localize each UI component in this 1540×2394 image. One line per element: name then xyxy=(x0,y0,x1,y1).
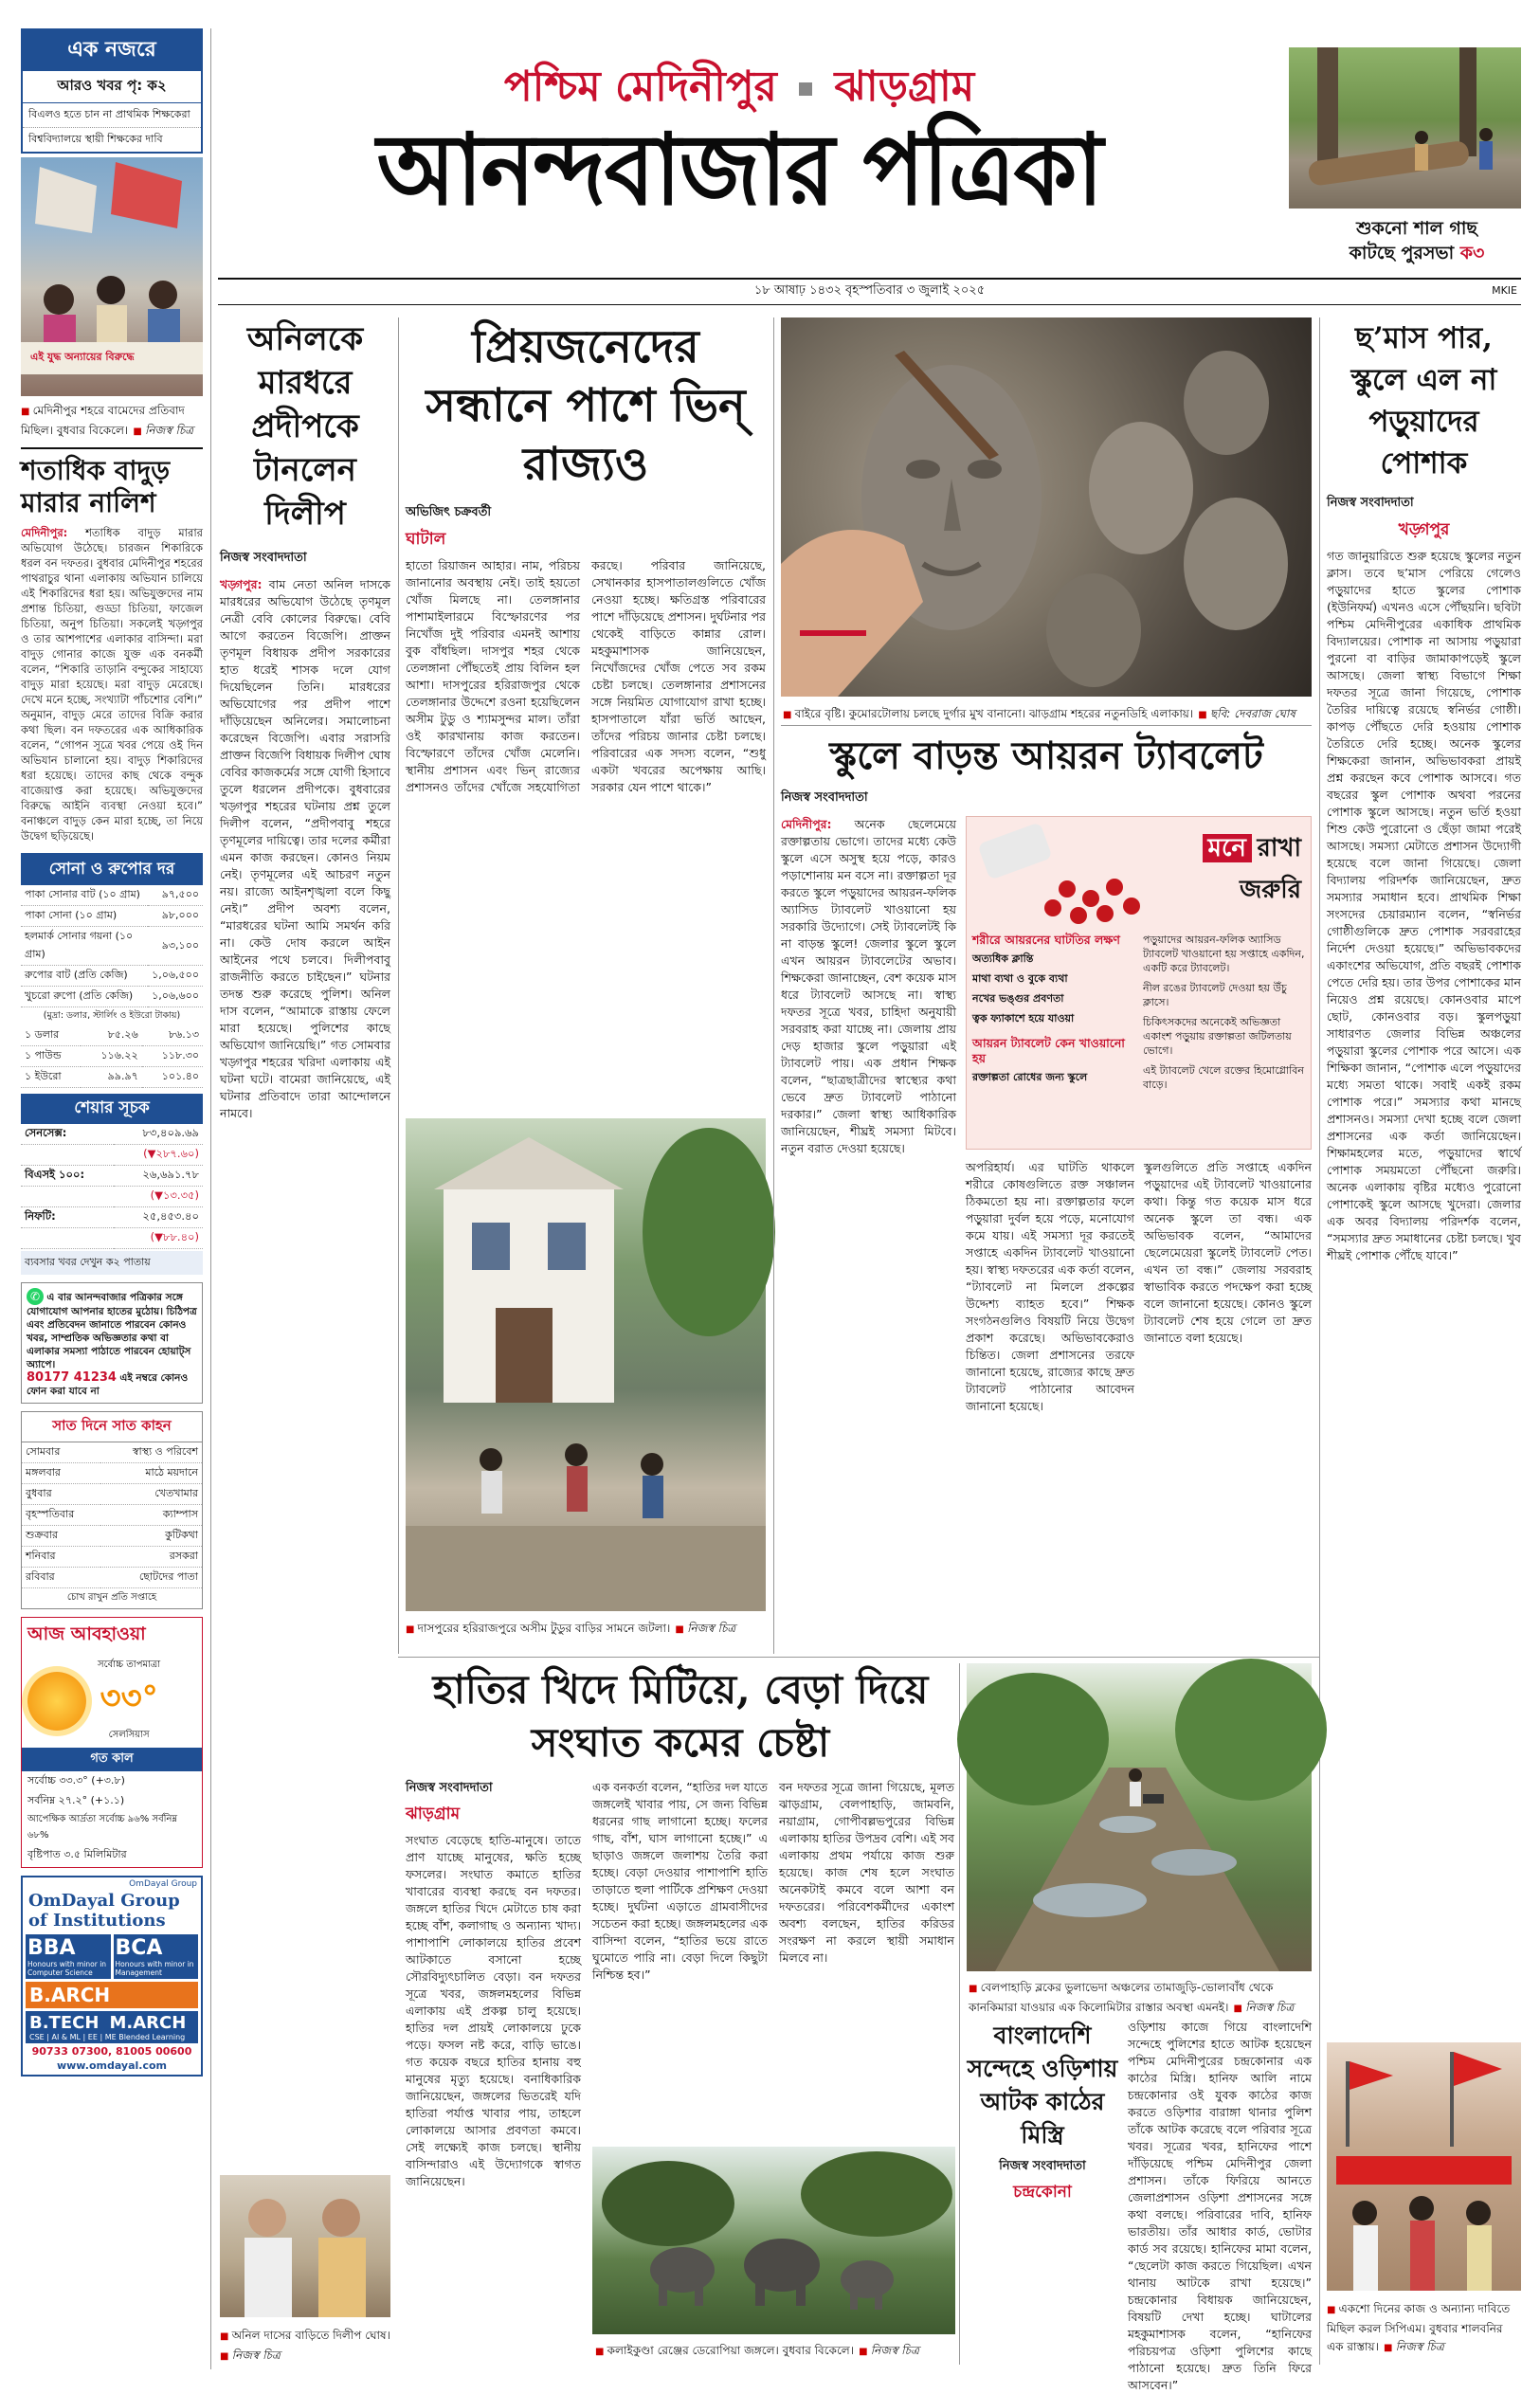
idols-credit: ■ ছবি: দেবরাজ ঘোষ xyxy=(1198,707,1295,720)
elephant-place: ঝাড়গ্রাম xyxy=(406,1805,461,1823)
iron-body3: স্কুলগুলিতে প্রতি সপ্তাহে একদিন পড়ুয়াদের এই ট্যাবলেট খাওয়ানোর কথা। কিন্তু গত কয়েক মাস ধরে অনেক স্কুলে তা বন্ধ। এক অভিভাবক বলেন, “আমাদের ছেলেমেয়েরা স্কুলেই ট্যাবলেট পেত। এখন তা বন্ধ।” জেলায় সরবরাহ স্বাভাবিক করতে পদক্ষেপ করা হচ্ছে বলে জানানো হয়েছে। কোনও স্কুলে ট্যাবলেট শেষ হয়ে গেলে তা দ্রুত জানাতে বলা হয়েছে। xyxy=(1144,1160,1312,1345)
protest-banner-text: এই যুদ্ধ অন্যায়ের বিরুদ্ধে xyxy=(30,351,135,363)
fx-table: ১ ডলার ৮৫.২৬ ৮৬.১৩ ১ পাউন্ড ১১৬.২২ ১১৮.৩০ ১ ইউরো ৯৯.৯৭ ১০১.৪০ xyxy=(21,1025,203,1088)
why-item: রক্তাল্পতা রোধের জন্য স্কুলে xyxy=(972,1071,1088,1083)
rule xyxy=(210,28,211,2369)
rally-credit: ■ নিজস্ব চিত্র xyxy=(1384,2340,1444,2353)
edition-code: MKIE xyxy=(1492,284,1517,297)
teaser-line2: কাটছে পুরসভা xyxy=(1349,243,1455,263)
rally-caption: ■ একশো দিনের কাজ ও অন্যান্য দাবিতে মিছিল করল সিপিএম। বুধবার শালবনির এক রাস্তায়। xyxy=(1327,2302,1510,2353)
dilip-credit: ■ নিজস্ব চিত্র xyxy=(220,2349,281,2362)
lead-body: হাতো রিয়াজন আহার। নাম, পরিচয় জানানোর অবস্থায় নেই। তাই হয়তো খোঁজ মিলছে না। তেলঙ্গানার পাশামাইলারমে বিস্ফোরণের পর নিখোঁজ দুই পরিবার এমনই আশায় বুক বাঁধছিল। দাসপুর শহর থেকে তেলঙ্গানা পৌঁছতেই প্রায় বিলিন হল আশা। দাসপুরের হরিরাজপুর থেকে তেলঙ্গানার উদ্দেশে রওনা হয়েছিলেন অসীম টুডু ও শ্যামসুন্দর মাল। তাঁরা ওই কারখানায় কাজ করতেন। বিস্ফোরণে তাঁদের খোঁজ মেলেনি। স্থানীয় প্রশাসন এবং ভিন্ রাজ্যের প্রশাসনও তাঁদের খোঁজে সহযোগিতা করছে। পরিবার জানিয়েছে, সেখানকার হাসপাতালগুলিতে খোঁজ নেওয়া হচ্ছে। ক্ষতিগ্রস্ত পরিবারের পাশে দাঁড়িয়েছে প্রশাসন। দুর্ঘটনার পর থেকেই বাড়িতে কান্নার রোল। মহকুমাশাসক জানিয়েছেন, নিখোঁজদের খোঁজ পেতে সব রকম চেষ্টা চলছে। তেলঙ্গানার প্রশাসনের সঙ্গে নিয়মিত যোগাযোগ রাখা হচ্ছে। হাসপাতালে যাঁরা ভর্তি আছেন, তাঁদের পরিচয় জানার চেষ্টা চলছে। পরিবারের এক সদস্য বলেন, “শুধু একটা খবরের অপেক্ষায় আছি। সরকার যেন পাশে থাকে।” xyxy=(406,558,766,794)
dilip-headline: অনিলকে মারধরে প্রদীপকে টানলেন দিলীপ xyxy=(246,320,364,533)
rule xyxy=(959,1663,960,2365)
services-box xyxy=(21,1411,203,1609)
lead-byline: অভিজিৎ চক্রবর্তী xyxy=(406,505,492,519)
ad-sub: Honours with minor in Computer Science xyxy=(27,1960,107,1977)
elephant-caption: ■ কলাইকুণ্ডা রেঞ্জের ডেরোপিয়া জঙ্গলে। বুধবার বিকেলে। xyxy=(595,2344,854,2357)
ad-tag: OmDayal Group xyxy=(129,1879,197,1889)
deficit-item: অত্যধিক ক্লান্তি xyxy=(972,952,1034,965)
weather-head: আজ আবহাওয়া xyxy=(27,1623,146,1644)
mistri-place: চন্দ্রকোনা xyxy=(1013,2183,1072,2202)
teaser-caption[interactable] xyxy=(1317,216,1516,265)
ad-sub: Honours with minor in Management xyxy=(115,1960,194,1977)
bats-headline: শতাধিক বাদুড় মারার নালিশ xyxy=(21,455,171,518)
ad-course-march: M.ARCH xyxy=(109,2013,187,2033)
iron-place: মেদিনীপুর: xyxy=(781,817,832,831)
share-note: ব্যবসার খবর দেখুন ক২ পাতায় xyxy=(21,1251,203,1275)
ad-phone: 90733 07300, 81005 00600 xyxy=(31,2045,192,2058)
dilip-byline: নিজস্ব সংবাদদাতা xyxy=(220,551,307,565)
rule xyxy=(781,725,1312,726)
ad-brand: OmDayal Group of Institutions xyxy=(28,1891,180,1931)
omdayal-ad[interactable] xyxy=(21,1876,203,2077)
date-line: ১৮ আষাঢ় ১৪৩২ বৃহস্পতিবার ৩ জুলাই ২০২৫ xyxy=(753,283,986,298)
deficit-item: ত্বক ফ্যাকাশে হয়ে যাওয়া xyxy=(972,1012,1075,1025)
ad-web: www.omdayal.com xyxy=(56,2059,168,2072)
gold-box xyxy=(21,853,203,1088)
lead-headline: প্রিয়জনেদের সন্ধানে পাশে ভিন্ রাজ্যও xyxy=(426,320,746,491)
ad-course-barch: B.ARCH xyxy=(26,1982,198,2008)
weather-row: সর্বনিম্ন ২৭.২° (+১.১) xyxy=(27,1794,125,1806)
edition-left: পশ্চিম মেদিনীপুর xyxy=(503,63,777,111)
info-item: এই ট্যাবলেট খেলে রক্তের হিমোগ্লোবিন বাড়ে। xyxy=(1143,1064,1304,1091)
ad-sub: Blended Learning xyxy=(118,2033,186,2041)
lead-photo xyxy=(406,1118,766,1611)
masthead xyxy=(218,38,1260,308)
lead-caption: ■ দাসপুরের হরিরাজপুরে অসীম টুডুর বাড়ির সামনে জটলা। xyxy=(406,1622,670,1635)
weather-temp: ৩৩° xyxy=(100,1679,158,1717)
rule xyxy=(398,1657,1319,1658)
elephant-body2: এক বনকর্তা বলেন, “হাতির দল যাতে জঙ্গলেই খাবার পায়, সে জন্য বিভিন্ন ধরনের গাছ লাগানো হচ্ছে। ফলের গাছ, বাঁশ, ঘাস লাগানো হচ্ছে।” এ ছাড়াও জঙ্গলে জলাশয় তৈরি করা হচ্ছে। বেড়া দেওয়ার পাশাপাশি হাতি তাড়াতে হুলা পার্টিকে প্রশিক্ষণ দেওয়া হচ্ছে। দুর্ঘটনা এড়াতে গ্রামবাসীদের সচেতন করা হচ্ছে। জঙ্গলমহলের এক বাসিন্দা বলেন, “হাতির ভয়ে রাতে ঘুমোতে পারি না। বেড়া দিলে কিছুটা নিশ্চিন্ত হব।” xyxy=(592,1780,768,1982)
services-head: সাত দিনে সাত কাহন xyxy=(22,1412,202,1442)
uniform-story xyxy=(1327,317,1521,2365)
currency-note: (মুদ্রা: ডলার, স্টার্লিং ও ইউরো টাকায়) xyxy=(43,1010,181,1021)
dilip-body: বাম নেতা অনিল দাসকে মারধরের অভিযোগ উঠেছে তৃণমূল নেত্রী বেবি কোলের বিরুদ্ধে। বেবি আগে করতেন বিজেপি। প্রাক্তন তৃণমূল বিধায়ক প্রদীপ সরকারের হাত ধরেই শাসক দলে যোগ দিয়েছিলেন তিনি। মারধরের অভিযোগের পর প্রদীপ পাশে দাঁড়িয়েছেন অনিলের। সমালোচনা করেছেন বিজেপি। এবার সরাসরি প্রাক্তন বিজেপি বিধায়ক দিলীপ ঘোষ বেবির কাজকর্মের সঙ্গে যোগী হিসাবে তুলে ধরলেন প্রদীপকে। বুধবারের খড়্গপুর শহরের ঘটনায় প্রশ্ন তুলে দিলীপ বলেন, “প্রদীপবাবু শহরে তৃণমূলের দায়িত্বে। তার দলের কর্মীরা এমন কাজ করছেন। কোনও নিয়ম নেই। তৃণমূলের এই আচরণ নতুন নয়। রাজ্যে আইনশৃঙ্খলা বলে কিছু নেই।” প্রদীপ অবশ্য বলেন, “মারধরের ঘটনা আমি সমর্থন করি না। কেউ দোষ করলে আইন আইনের পথে চলবে। দিলীপবাবু রাজনীতি করতে চাইছেন।” ঘটনার তদন্ত শুরু করেছে পুলিশ। অনিল দাস বলেন, “আমাকে রাস্তায় ফেলে মারা হয়েছে। পুলিশের কাছে অভিযোগ জানিয়েছি।” গত সোমবার খড়্গপুর শহরের খরিদা এলাকায় এই ঘটনা ঘটে। বামেরা জানিয়েছে, এই ঘটনার প্রতিবাদে তারা আন্দোলনে নামবে। xyxy=(220,577,391,1120)
weather-box xyxy=(21,1617,203,1868)
protest-credit: ■ নিজস্ব চিত্র xyxy=(133,424,193,437)
rally-photo xyxy=(1327,2042,1521,2291)
weather-unit: সেলসিয়াস xyxy=(108,1730,150,1740)
weather-row: সর্বোচ্চ ৩৩.৩° (+৩.৮) xyxy=(27,1774,125,1786)
ad-course-bba: BBA xyxy=(27,1936,76,1960)
lead-credit: ■ নিজস্ব চিত্র xyxy=(675,1622,735,1635)
info-item: নীল রঙের ট্যাবলেট দেওয়া হয় উঁচু ক্লাসে। xyxy=(1143,982,1287,1008)
left-column xyxy=(21,28,203,2369)
iron-body2: অপরিহার্য। এর ঘাটতি থাকলে শরীরে কোষগুলিতে রক্ত সঞ্চালন ঠিকমতো হয় না। রক্তাল্পতার ফলে পড়ুয়ারা দুর্বল হয়ে পড়ে, মনোযোগ কমে যায়। এই সমস্যা দূর করতেই সপ্তাহে একদিন ট্যাবলেট খাওয়ানো হয়। স্বাস্থ্য দফতরের এক কর্তা বলেন, “ট্যাবলেট না মিললে প্রকল্পের উদ্দেশ্য ব্যাহত হবে।” শিক্ষক সংগঠনগুলিও বিষয়টি নিয়ে উদ্বেগ প্রকাশ করেছে। অভিভাবকেরাও চিন্তিত। জেলা প্রশাসনের তরফে জানানো হয়েছে, রাজ্যের কাছে দ্রুত ট্যাবলেট পাঠানোর আবেদন জানানো হয়েছে। xyxy=(966,1160,1134,1413)
rule xyxy=(1319,317,1320,2365)
whatsapp-number: 80177 41234 xyxy=(27,1370,117,1385)
idols-caption: ■ বাইরে বৃষ্টি। কুমোরটোলায় চলছে দুর্গার মুখ বানানো। ঝাড়গ্রাম শহরের নতুনডিহি এলাকায়। xyxy=(783,707,1193,720)
lead-story xyxy=(406,317,766,1654)
gold-table: পাকা সোনার বাট (১০ গ্রাম) ৯৭,৫০০ পাকা সোনা (১০ গ্রাম) ৯৮,০০০ হলমার্ক সোনার গয়না (১০ গ্রাম) ৯৩,১০০ রুপোর বাট (প্রতি কেজি) ১,০৬,৫০০ খুচরো রুপো (প্রতি কেজি) ১,০৬,৬০০ xyxy=(21,885,203,1007)
elephant-body3: বন দফতর সূত্রে জানা গিয়েছে, মূলত ঝাড়গ্রাম, বেলপাহাড়ি, জামবনি, নয়াগ্রাম, গোপীবল্লভপুরের বিভিন্ন এলাকায় হাতির উপদ্রব বেশি। এই সব এলাকায় প্রথম পর্যায়ে কাজ শুরু হয়েছে। কাজ শেষ হলে সংঘাত অনেকটাই কমবে বলে আশা বন দফতরের। পরিবেশকর্মীদের একাংশ অবশ্য বলছেন, হাতির করিডর সংরক্ষণ না করলে স্থায়ী সমাধান মিলবে না। xyxy=(779,1780,954,1965)
glance-box xyxy=(21,28,203,154)
road-photo xyxy=(967,1663,1312,1971)
share-table: সেনসেক্স: ৮৩,৪০৯.৬৯ (▼২৮৭.৬০) বিএসই ১০০: ২৬,৬৯১.৭৮ (▼১৩.৩৫) নিফটি: ২৫,৪৫৩.৪০ (▼৮৮.৪০) xyxy=(21,1124,203,1249)
weather-row: বৃষ্টিপাত ৩.৫ মিলিমিটার xyxy=(27,1848,127,1860)
deficit-head: শরীরে আয়রনের ঘাটতির লক্ষণ xyxy=(972,933,1120,947)
mistri-body: ওড়িশায় কাজে গিয়ে বাংলাদেশি সন্দেহে পুলিশের হাতে আটক হয়েছেন পশ্চিম মেদিনীপুরের চন্দ্রকোনার এক কাঠের মিস্ত্রি। হানিফ আলি নামে চন্দ্রকোনার ওই যুবক কাঠের কাজ করতে ওড়িশার বারাঙ্গা থানার পুলিশ তাঁকে আটক করেছে বলে পরিবার সূত্রে খবর। সূত্রের খবর, হানিফের পাশে দাঁড়িয়েছে পশ্চিম মেদিনীপুর জেলা প্রশাসন। তাঁকে ফিরিয়ে আনতে জেলাপ্রশাসন ওড়িশা প্রশাসনের সঙ্গে কথা বলছে। পরিবারের দাবি, হানিফ ভারতীয়। তাঁর আধার কার্ড, ভোটার কার্ড সব রয়েছে। হানিফের মামা বলেন, “ছেলেটা কাজ করতে গিয়েছিল। এখন থানায় আটকে রাখা হয়েছে।” চন্দ্রকোনার বিধায়ক জানিয়েছেন, বিষয়টি দেখা হচ্ছে। ঘাটালের মহকুমাশাসক বলেন, “হানিফের পরিচয়পত্র ওড়িশা পুলিশের কাছে পাঠানো হয়েছে। দ্রুত তিনি ফিরে আসবেন।” xyxy=(1128,2020,1312,2392)
dilip-place: খড়্গপুর: xyxy=(220,577,263,591)
deficit-item: নখের ভঙ্গুর প্রবণতা xyxy=(972,992,1064,1005)
mistri-byline: নিজস্ব সংবাদদাতা xyxy=(999,2159,1086,2173)
road-credit: ■ নিজস্ব চিত্র xyxy=(1234,2001,1295,2014)
box-title-a: মনে xyxy=(1203,834,1252,862)
info-item: পড়ুয়াদের আয়রন-ফলিক অ্যাসিড ট্যাবলেট খাওয়ানো হয় সপ্তাহে একদিন, একটি করে ট্যাবলেট। xyxy=(1143,934,1305,974)
elephant-headline: হাতির খিদে মিটিয়ে, বেড়া দিয়ে সংঘাত কমের চেষ্টা xyxy=(432,1666,929,1766)
share-box xyxy=(21,1094,203,1275)
glance-sub: আরও খবর পৃ: ক২ xyxy=(23,71,201,103)
uniform-byline: নিজস্ব সংবাদদাতা xyxy=(1327,496,1414,510)
rule xyxy=(398,317,399,1654)
tree-log-illustration xyxy=(1289,47,1521,209)
rally-illustration xyxy=(1327,2042,1521,2291)
teaser-photo xyxy=(1289,47,1521,209)
iron-body: অনেক ছেলেমেয়ে রক্তাল্পতায় ভোগে। তাদের মধ্যে কেউ স্কুলে এসে অসুস্থ হয়ে পড়ে, কারও পড়াশোনায় মন বসে না। রক্তাল্পতা দূর করতে স্কুলে পড়ুয়াদের আয়রন-ফলিক অ্যাসিড ট্যাবলেট খাওয়ানো হয় সরকারি উদ্যোগে। সেই ট্যাবলেটই কি না বাড়ন্ত স্কুলে! জেলার স্কুলে স্কুলে এখন আয়রন ট্যাবলেটের অভাব। শিক্ষকেরা জানাচ্ছেন, বেশ কয়েক মাস ধরে ট্যাবলেট আসছে না। স্বাস্থ্য দফতর সূত্রে খবর, চাহিদা অনুযায়ী সরবরাহ করা যাচ্ছে না। জেলায় প্রায় দেড় হাজার স্কুলে পড়ুয়ারা এই ট্যাবলেট পায়। এক প্রধান শিক্ষক বলেন, “ছাত্রছাত্রীদের স্বাস্থ্যের কথা ভেবে দ্রুত ট্যাবলেট পাঠানো দরকার।” জেলা স্বাস্থ্য আধিকারিক জানিয়েছেন, শীঘ্রই সমস্যা মিটবে। নতুন বরাত দেওয়া হয়েছে। xyxy=(781,817,956,1155)
elephant-photo xyxy=(592,2147,955,2334)
date-bar xyxy=(218,278,1521,305)
glance-item: বিশ্ববিদ্যালয়ে স্থায়ী শিক্ষকের দাবি xyxy=(28,133,163,145)
whatsapp-tail: এই নম্বরে কোনও ফোন করা যাবে না xyxy=(27,1372,189,1397)
mistri-headline: বাংলাদেশি সন্দেহে ওড়িশায় আটক কাঠের মিস্ত্রি xyxy=(967,2022,1118,2149)
whatsapp-box xyxy=(21,1282,203,1404)
why-head: আয়রন ট্যাবলেট কেন খাওয়ানো হয় xyxy=(972,1036,1125,1065)
deficit-item: মাথা ব্যথা ও বুকে ব্যথা xyxy=(972,972,1068,985)
road-caption: ■ বেলপাহাড়ি ব্লকের ভুলাভেদা অঞ্চলের তামাজুড়ি-ভোলাবাঁধ থেকে কানকিমারা যাওয়ার এক কিলোমিটার রাস্তার অবস্থা এমনই। xyxy=(969,1981,1273,2014)
services-note: চোখ রাখুন প্রতি সপ্তাহে xyxy=(66,1592,157,1603)
paper-title: আনন্দবাজার পত্রিকা xyxy=(376,111,1102,227)
share-head: শেয়ার সূচক xyxy=(21,1094,203,1124)
iron-byline: নিজস্ব সংবাদদাতা xyxy=(781,790,868,805)
protest-photo xyxy=(21,157,203,396)
services-table: সোমবার স্বাস্থ্য ও পরিবেশ মঙ্গলবার মাঠে ময়দানে বুধবার খেতখামার বৃহস্পতিবার ক্যাম্পাস শুক্রবার কুটিকথা শনিবার রসকরা রবিবার ছোটদের পাতা xyxy=(22,1442,202,1588)
dilip-story xyxy=(220,317,390,2365)
info-item: চিকিৎসকদের অনেকেই অভিজ্ঞতা একাংশ পড়ুয়ায় রক্তাল্পতা জটিলতায় ভোগে। xyxy=(1143,1016,1292,1057)
ad-course-btech: B.TECH xyxy=(29,2013,100,2033)
idols-photo xyxy=(781,317,1312,697)
elephant-credit: ■ নিজস্ব চিত্র xyxy=(859,2344,919,2357)
rule xyxy=(773,317,774,1654)
box-title-b: রাখা xyxy=(1257,834,1301,862)
uniform-place: খড়্গপুর xyxy=(1398,520,1450,539)
iron-story xyxy=(781,732,1312,1651)
weather-row: আপেক্ষিক আর্দ্রতা সর্বোচ্চ ৯৬% সর্বনিম্ন ৬৮% xyxy=(27,1814,177,1841)
elephants-illustration xyxy=(592,2147,955,2334)
sun-icon xyxy=(27,1672,86,1731)
glance-item: বিএলও হতে চান না প্রাথমিক শিক্ষকেরা xyxy=(23,103,201,128)
whatsapp-icon: ✆ xyxy=(27,1288,44,1305)
box-title-c: জরুরি xyxy=(1240,876,1301,904)
weather-day-head: গত কাল xyxy=(22,1748,202,1771)
elephant-body: সংঘাত বেড়েছে হাতি-মানুষে। তাতে প্রাণ যাচ্ছে মানুষের, ক্ষতি হচ্ছে ফসলের। সংঘাত কমাতে হাতির খাবারের ব্যবস্থা করছে বন দফতর। জঙ্গলে হাতির খিদে মেটাতে চাষ করা হচ্ছে বাঁশ, কলাগাছ ও অন্যান্য খাদ্য। পাশাপাশি লোকালয়ে হাতির প্রবেশ আটকাতে বসানো হচ্ছে সৌরবিদ্যুৎচালিত বেড়া। বন দফতর সূত্রে খবর, জঙ্গলমহলের বিভিন্ন এলাকায় এই প্রকল্প চালু হয়েছে। হাতির দল প্রায়ই লোকালয়ে ঢুকে পড়ে। ফসল নষ্ট করে, বাড়ি ভাঙে। গত কয়েক বছরে হাতির হানায় বহু মানুষের মৃত্যু হয়েছে। বনাধিকারিক জানিয়েছেন, জঙ্গলের ভিতরেই যদি হাতিরা পর্যাপ্ত খাবার পায়, তাহলে লোকালয়ে আসার প্রবণতা কমবে। সেই লক্ষ্যেই কাজ চলছে। স্থানীয় বাসিন্দারাও এই উদ্যোগকে স্বাগত জানিয়েছেন। xyxy=(406,1833,581,2188)
uniform-body: গত জানুয়ারিতে শুরু হয়েছে স্কুলের নতুন ক্লাস। তবে ছ’মাস পেরিয়ে গেলেও পড়ুয়াদের হাতে স্কুলের পোশাক (ইউনিফর্ম) এখনও এসে পৌঁছয়নি। ছবিটা পশ্চিম মেদিনীপুরের একাধিক প্রাথমিক বিদ্যালয়ের। পোশাক না আসায় পড়ুয়ারা পুরনো বা বাড়ির জামাকাপড়েই স্কুলে আসছে। জেলা স্বাস্থ্য বিভাগে শিক্ষা দফতর সূত্রে জানা গিয়েছে, পোশাক তৈরির দায়িত্বে রয়েছে স্বনির্ভর গোষ্ঠী। কাপড় পৌঁছতে দেরি হওয়ায় পোশাক তৈরিতে দেরি হচ্ছে। অনেক স্কুলের শিক্ষকেরা জানান, অভিভাবকরা প্রায়ই প্রশ্ন করছেন কবে পোশাক আসবে। গত বছরের স্কুল পোশাক অথবা পরনের পোশাক স্কুলে আসছে। নতুন ভর্তি হওয়া শিশু কেউ পুরোনো ও ছেঁড়া জামা পরেই আসছে। সমস্যা মেটাতে প্রশাসন উদ্যোগী হয়েছে বলে জানা গিয়েছে। জেলা বিদ্যালয় পরিদর্শক জানিয়েছেন, দ্রুত সমস্যার সমাধান হবে। প্রাথমিক শিক্ষা সংসদের চেয়ারম্যান বলেন, “স্বনির্ভর গোষ্ঠীগুলিকে দ্রুত পোশাক সরবরাহের নির্দেশ দেওয়া হয়েছে।” অভিভাবকদের একাংশের অভিযোগ, প্রতি বছরই পোশাক পেতে দেরি হয়। তার উপর পোশাকের মান নিয়েও প্রশ্ন রয়েছে। কোনওবার মাপে ছোট, কোনওবার বড়। স্কুলপড়ুয়া সাধারণত জেলার বিভিন্ন অঞ্চলের পড়ুয়ারা স্কুলের পোশাক পরে আসে। এক শিক্ষিকা জানান, “পোশাক এলে পড়ুয়াদের মধ্যে সমতা থাকে। সবাই একই রকম পোশাক পরে।” সমস্যার কথা মানছে প্রশাসনও। সমস্যা দেখা হচ্ছে বলে জেলা প্রশাসনের এক কর্তা জানিয়েছেন। শিক্ষামহলের মতে, পড়ুয়াদের স্বার্থে পোশাক সময়মতো পৌঁছনো জরুরি। অনেক এলাকায় বৃষ্টির মধ্যেও পুরোনো পোশাকেই স্কুলে আসছে খুদেরা। জেলার এক অবর বিদ্যালয় পরিদর্শক বলেন, “সমস্যার দ্রুত সমাধানের চেষ্টা চলছে। খুব শীঘ্রই পোশাক পৌঁছে যাবে।” xyxy=(1327,549,1521,1262)
ad-course-bca: BCA xyxy=(115,1936,163,1960)
iron-headline: স্কুলে বাড়ন্ত আয়রন ট্যাবলেট xyxy=(829,734,1263,778)
house-illustration xyxy=(406,1118,766,1611)
protest-caption: ■ মেদিনীপুর শহরে বামেদের প্রতিবাদ মিছিল। বুধবার বিকেলে। xyxy=(21,404,185,437)
clay-faces-illustration xyxy=(781,317,1312,697)
weather-max-label: সর্বোচ্চ তাপমাত্রা xyxy=(98,1659,161,1670)
gold-head: সোনা ও রুপোর দর xyxy=(21,855,203,885)
dilip-caption: ■ অনিল দাসের বাড়িতে দিলীপ ঘোষ। xyxy=(220,2329,390,2342)
teaser-line1: শুকনো শাল গাছ xyxy=(1356,218,1477,239)
ad-sub: CSE | AI & ML | EE | ME xyxy=(29,2033,117,2041)
uniform-headline: ছ’মাস পার, স্কুলে এল না পড়ুয়াদের পোশাক xyxy=(1350,321,1497,481)
elephant-story xyxy=(406,1663,955,2365)
edition-sep-icon xyxy=(799,82,812,96)
muddy-road-illustration xyxy=(967,1663,1312,1971)
dilip-illustration xyxy=(220,2175,390,2317)
dilip-photo xyxy=(220,2175,390,2317)
lead-place: ঘাটাল xyxy=(406,530,446,549)
elephant-byline: নিজস্ব সংবাদদাতা xyxy=(406,1781,493,1795)
edition-right: ঝাড়গ্রাম xyxy=(834,63,975,111)
iron-infobox xyxy=(966,816,1312,1150)
teaser-page-ref: ক৩ xyxy=(1459,243,1485,263)
bats-place: মেদিনীপুর: xyxy=(21,526,68,539)
pills-illustration xyxy=(972,823,1152,927)
glance-head: এক নজরে xyxy=(23,30,201,71)
bats-body: শতাধিক বাদুড় মারার অভিযোগ উঠেছে। চারজন শিকারিকে ধরল বন দফতর। বুধবার মেদিনীপুর শহরের পাথরাচুর থানা এলাকায় অভিযান চালিয়ে এই শিকারিদের ধরা হয়। অভিযুক্তদের নাম প্রশান্ত চিতিয়া, গুড্ডা চিতিয়া, ফাজেল চিতিয়া, অনুপ চিতিয়া। সকলেই খড়্গপুর ও তার আশপাশের এলাকার বাসিন্দা। মরা বাদুড় গোনার কাজে যুক্ত এক বনকর্মী বলেন, “শিকারি তাড়ানি বন্দুকের সাহায্যে বাদুড় মারা হয়েছে। মরা বাদুড় মেরেছে। দেখে মনে হচ্ছে, সংখ্যাটা পাঁচশোর বেশি।” অনুমান, বাদুড় মেরে তাদের বিক্রি করার কথা ছিল। বন দফতরের এক আধিকারিক বলেন, “গোপন সূত্রে খবর পেয়ে ওই দিন অভিযান চালানো হয়। বাদুড় শিকারিদের ধরা হয়েছে। তাদের কাছ থেকে বন্দুক বাজেয়াপ্ত করা হয়েছে। অভিযুক্তদের বিরুদ্ধে আইনি ব্যবস্থা নেওয়া হবে।” বনাঞ্চলে বাদুড় কেন মারা হচ্ছে, তা নিয়ে উদ্বেগ ছড়িয়েছে। xyxy=(21,526,203,843)
whatsapp-text: এ বার আনন্দবাজার পত্রিকার সঙ্গে যোগাযোগ আপনার হাতের মুঠোয়। চিঠিপত্র এবং প্রতিবেদন জানাতে পারবেন কোনও খবর, সাম্প্রতিক অভিজ্ঞতার কথা বা এলাকার সমস্যা পাঠাতে পারবেন হোয়াট্স অ্যাপে। xyxy=(27,1292,197,1370)
mistri-story xyxy=(967,2019,1312,2392)
